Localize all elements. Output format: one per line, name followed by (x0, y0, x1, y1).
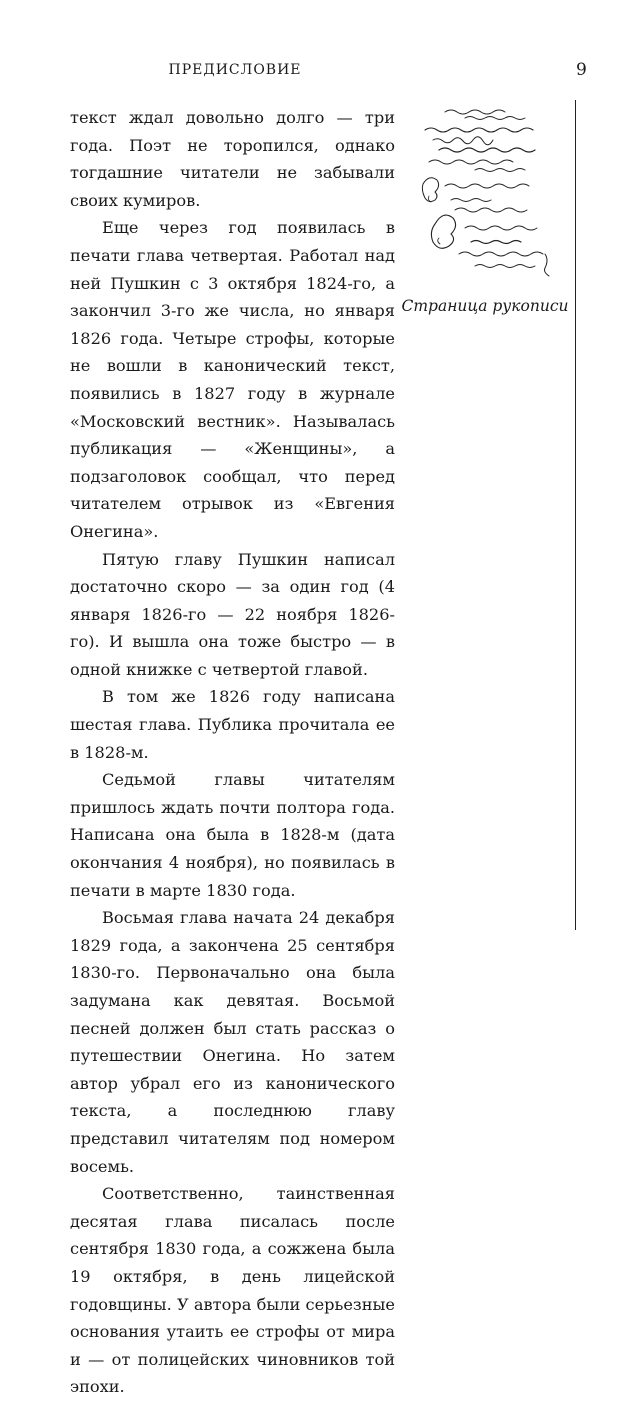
margin-rule (575, 100, 576, 930)
paragraph: Восьмая глава начата 24 декабря 1829 года, а закончена 25 сентября 1830-го. Первоначально она была задумана как девятая. Восьмой песней должен был стать рассказ о путешествии Онегина. Но затем автор убрал его из канонического текста, а последнюю главу представил читателям под номером восемь. (70, 908, 395, 1176)
page-number: 9 (576, 60, 587, 80)
running-title: ПРЕДИСЛОВИЕ (168, 62, 302, 78)
manuscript-sketch-icon (415, 104, 565, 279)
paragraph: В том же 1826 году написана шестая глава. Публика прочитала ее в 1828-м. (70, 687, 395, 762)
paragraph-continuation: текст ждал довольно долго — три года. Поэт не торопился, однако тогдашние читатели не забывали своих кумиров. (70, 108, 395, 210)
paragraph: Соответственно, таинственная десятая глава писалась после сентября 1830 года, а сожжена была 19 октября, в день лицейской годовщины. У автора были серьезные основания утаить ее строфы от мира и — от полицейских чиновников той эпохи. (70, 1184, 395, 1397)
paragraph: Пятую главу Пушкин написал достаточно скоро — за один год (4 января 1826-го — 22 ноября 1826-го). И вышла она тоже быстро — в одной книжке с четвертой главой. (70, 549, 395, 679)
paragraph: Седьмой главы читателям пришлось ждать почти полтора года. Написана она была в 1828-м (дата окончания 4 ноября), но появилась в печати в марте 1830 года. (70, 770, 395, 900)
body-text (70, 104, 395, 1401)
paragraph: Еще через год появилась в печати глава четвертая. Работал над ней Пушкин с 3 октября 1824-го, а закончил 3-го же числа, но января 1826 года. Четыре строфы, которые не вошли в канонический текст, появились в 1827 году в журнале «Московский вестник». Называлась публикация — «Женщины», а подзаголовок сообщал, что перед читателем отрывок из «Евгения Онегина». (70, 218, 395, 541)
figure-caption: Страница рукописи (401, 297, 569, 315)
